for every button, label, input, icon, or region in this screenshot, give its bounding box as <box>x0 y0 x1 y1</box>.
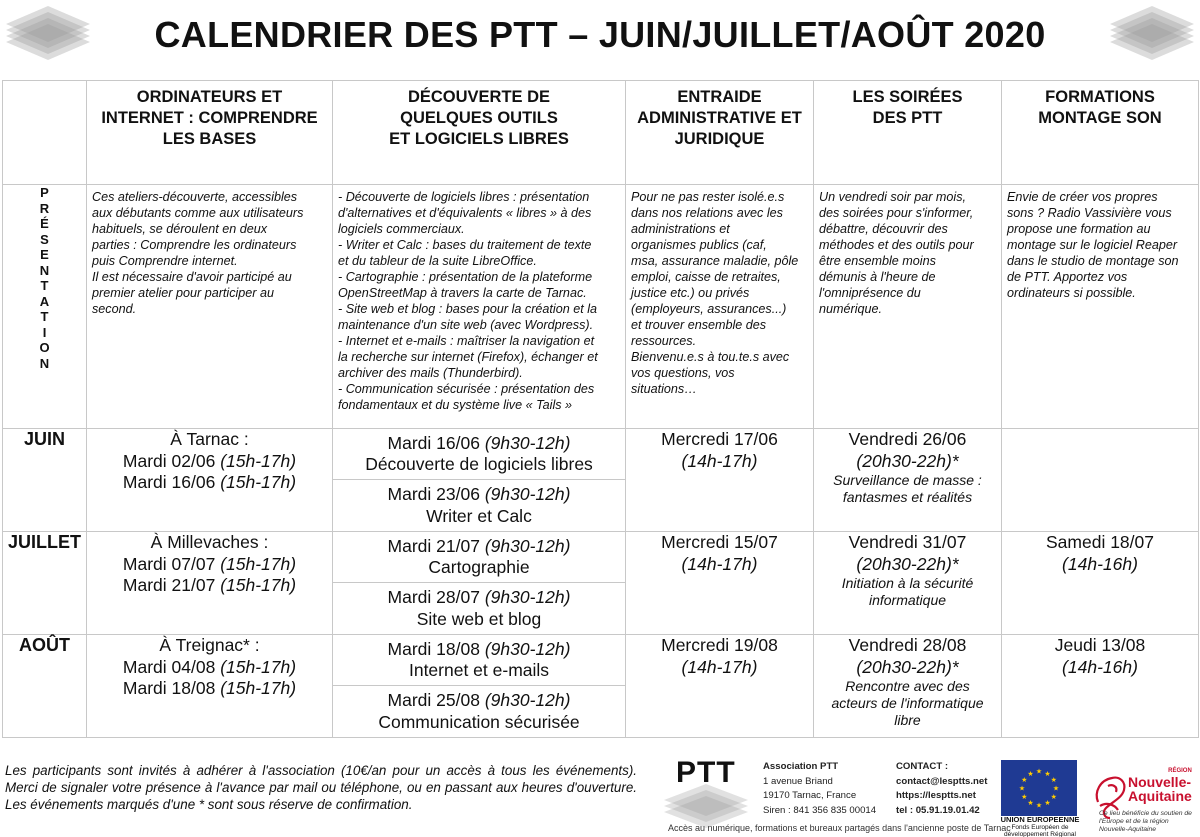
column-header <box>1002 81 1199 185</box>
column-header-line: FORMATIONS <box>1045 88 1155 106</box>
region-prefix: RÉGION <box>1168 768 1192 774</box>
description-line: - Writer et Calc : bases du traitement de texte <box>338 238 592 252</box>
eu-star-icon: ★ <box>1052 785 1060 793</box>
session-topic: Communication sécurisée <box>378 711 580 732</box>
description-line: - Internet et e-mails : maîtriser la navigation et <box>338 334 595 348</box>
region-caption: Ce lieu bénéficie du soutien de l'Europe et de la région Nouvelle-Aquitaine <box>1099 810 1192 833</box>
session-subcell <box>333 532 625 583</box>
session-subcell <box>333 635 625 686</box>
session-topic: Découverte de logiciels libres <box>365 454 593 474</box>
column-header <box>333 81 626 185</box>
session-cell-logiciels <box>333 635 626 738</box>
presentation-letter: T <box>40 278 49 293</box>
description-line: méthodes et des outils pour <box>819 238 974 252</box>
session-time: (20h30-22h)* <box>856 450 959 471</box>
session-place: À Treignac* : <box>159 635 260 655</box>
month-row-aout <box>3 635 1199 738</box>
eu-star-icon: ★ <box>1027 800 1034 808</box>
presentation-letter: É <box>40 216 49 231</box>
description-line: parties : Comprendre les ordinateurs <box>92 238 297 252</box>
session-time: (9h30-12h) <box>484 432 571 453</box>
session-date-line <box>388 484 571 506</box>
session-time: (15h-17h) <box>220 656 297 677</box>
session-date: Mardi 21/07 <box>387 535 485 556</box>
month-row-juin <box>3 429 1199 532</box>
description-line: aux débutants comme aux utilisateurs <box>92 206 304 220</box>
session-subcell <box>333 480 625 531</box>
session-subcell <box>333 429 625 480</box>
description-line: ressources. <box>631 334 697 348</box>
association-siren: Siren : 841 356 835 00014 <box>763 804 877 816</box>
description-line: premier atelier pour participer au <box>92 286 274 300</box>
month-label: JUIN <box>3 429 87 532</box>
session-date: Jeudi 13/08 <box>1054 635 1146 655</box>
eu-name: UNION EUROPEENNE <box>1000 815 1080 824</box>
column-header <box>87 81 333 185</box>
session-topic: acteurs de l'informatique <box>831 695 984 711</box>
session-date-line <box>87 472 332 494</box>
session-topic: informatique <box>868 592 947 608</box>
description-line: puis Comprendre internet. <box>92 254 238 268</box>
column-header <box>626 81 814 185</box>
description-line: la recherche sur internet (Firefox), échanger et <box>338 350 598 364</box>
session-time: (20h30-22h)* <box>856 553 959 574</box>
session-date: Mardi 16/06 <box>387 432 485 453</box>
association-name: Association PTT <box>763 761 839 772</box>
description-line: organismes publics (caf, <box>631 238 767 252</box>
session-date: Mardi 28/07 <box>387 587 485 607</box>
description-line: dans nos relations avec les <box>631 206 783 220</box>
header-row <box>3 81 1199 185</box>
session-time: (9h30-12h) <box>484 587 571 607</box>
eu-star-icon: ★ <box>1044 770 1051 778</box>
corner-cell <box>3 81 87 185</box>
description-line: montage sur le logiciel Reaper <box>1007 238 1178 252</box>
description-line: Il est nécessaire d'avoir participé au <box>92 270 292 284</box>
eu-star-icon: ★ <box>1035 768 1043 776</box>
description-line: logiciels commerciaux. <box>338 222 465 236</box>
eu-star-icon: ★ <box>1050 777 1057 784</box>
page-title: CALENDRIER DES PTT – JUIN/JUILLET/AOÛT 2020 <box>154 14 1046 55</box>
session-topic: Surveillance de masse : <box>833 472 982 488</box>
session-topic: Writer et Calc <box>426 505 532 526</box>
session-cell-montage <box>1002 635 1199 738</box>
session-topic: Site web et blog <box>416 608 542 629</box>
presentation-letter: I <box>42 324 47 340</box>
description-line: l'omniprésence du <box>819 286 921 300</box>
session-time: (14h-17h) <box>681 450 758 471</box>
session-time: (15h-17h) <box>220 575 297 595</box>
eu-star-icon: ★ <box>1021 794 1028 801</box>
column-header-line: QUELQUES OUTILS <box>400 109 558 127</box>
session-time: (15h-17h) <box>220 678 297 698</box>
description-line: dans le studio de montage son <box>1007 254 1179 268</box>
session-date-line <box>388 639 571 661</box>
association-block <box>763 760 876 818</box>
description-line: sons ? Radio Vassivière vous <box>1007 206 1172 220</box>
ptt-logo-text: PTT <box>676 756 736 789</box>
description-line: - Communication sécurisée : présentation des <box>338 382 595 396</box>
association-address-line: 1 avenue Briand <box>763 775 833 787</box>
session-cell-bases <box>87 635 333 738</box>
column-header-line: LES SOIRÉES <box>852 88 963 106</box>
column-header-line: DÉCOUVERTE DE <box>407 88 551 106</box>
session-date: Samedi 18/07 <box>1046 532 1154 552</box>
session-date-line <box>388 433 571 455</box>
session-topic: libre <box>894 712 921 728</box>
column-header-line: LES BASES <box>162 130 257 148</box>
description-line: Pour ne pas rester isolé.e.s <box>631 190 785 204</box>
description-line: Ces ateliers-découverte, accessibles <box>92 190 298 204</box>
session-date: Mardi 18/08 <box>387 638 485 659</box>
column-header-line: INTERNET : COMPRENDRE <box>101 109 318 127</box>
description-line: d'alternatives et d'équivalents « libres » à des <box>338 206 592 220</box>
session-cell-bases <box>87 532 333 635</box>
session-topic: Cartographie <box>428 557 530 577</box>
description-line: situations… <box>631 382 697 396</box>
description-line: propose une formation au <box>1007 222 1151 236</box>
session-time: (15h-17h) <box>220 553 297 574</box>
description-line: de PTT. Apportez vos <box>1007 270 1128 284</box>
session-time: (14h-16h) <box>1062 656 1138 677</box>
session-cell-entraide <box>626 429 814 532</box>
column-header-line: ADMINISTRATIVE ET <box>637 109 802 127</box>
session-cell-entraide <box>626 532 814 635</box>
session-date: Mardi 16/06 <box>122 472 221 492</box>
session-date-line <box>87 575 332 597</box>
session-date: Mardi 25/08 <box>387 690 485 710</box>
session-cell-montage <box>1002 429 1199 532</box>
description-line: vos questions, vos <box>631 366 735 380</box>
session-date: Mercredi 19/08 <box>661 635 778 655</box>
session-date-line <box>87 678 332 700</box>
description-line: Bienvenu.e.s à tou.te.s avec <box>631 350 790 364</box>
session-topic: Rencontre avec des <box>845 678 970 694</box>
description-line: ordinateurs si possible. <box>1007 286 1136 300</box>
contact-phone: tel : 05.91.19.01.42 <box>896 804 980 816</box>
session-cell-entraide <box>626 635 814 738</box>
calendar-table <box>2 80 1199 738</box>
description-line: emploi, caisse de retraites, <box>631 270 781 284</box>
tagline: Accès au numérique, formations et bureaux partagés dans l'ancienne poste de Tarnac <box>668 823 1011 833</box>
session-date: Vendredi 31/07 <box>848 532 967 552</box>
session-date: Mardi 04/08 <box>122 656 221 677</box>
description-line: être ensemble moins <box>819 254 936 268</box>
description-line: (employeurs, assurances...) <box>631 302 787 316</box>
eu-star-icon: ★ <box>1035 802 1043 810</box>
description-line: fondamentaux et du système live « Tails » <box>338 398 573 412</box>
column-header-line: DES PTT <box>872 109 943 127</box>
session-date: Mardi 02/06 <box>122 450 221 471</box>
session-date: Vendredi 28/08 <box>848 635 967 655</box>
session-date-line <box>87 451 332 473</box>
presentation-label <box>3 185 87 429</box>
month-label: AOÛT <box>3 635 87 738</box>
session-cell-soirees <box>814 635 1002 738</box>
description-line: second. <box>92 302 137 316</box>
session-time: (15h-17h) <box>220 450 297 471</box>
description-line: et trouver ensemble des <box>631 318 767 332</box>
session-date: Mercredi 17/06 <box>661 429 778 449</box>
eu-fund: Fonds Européen de développement Régional <box>1004 823 1076 837</box>
contact-label: CONTACT : <box>896 761 949 772</box>
session-date: Mardi 07/07 <box>122 553 221 574</box>
column-header <box>814 81 1002 185</box>
eu-star-icon: ★ <box>1021 777 1028 784</box>
month-label: JUILLET <box>3 532 87 635</box>
session-time: (15h-17h) <box>220 472 297 492</box>
association-address-line: 19170 Tarnac, France <box>763 790 857 801</box>
eu-star-icon: ★ <box>1044 800 1051 808</box>
session-time: (9h30-12h) <box>484 638 571 659</box>
description-line: archiver des mails (Thunderbird). <box>338 366 523 380</box>
presentation-cell <box>333 185 626 429</box>
presentation-letter: P <box>40 185 49 200</box>
session-cell-soirees <box>814 429 1002 532</box>
session-cell-bases <box>87 429 333 532</box>
description-line: habituels, se déroulent en deux <box>92 222 268 236</box>
session-place: À Tarnac : <box>170 429 249 449</box>
session-time: (9h30-12h) <box>484 484 571 504</box>
session-date-line <box>388 587 571 609</box>
description-line: et du tableur de la suite LibreOffice. <box>338 254 537 268</box>
session-topic: Initiation à la sécurité <box>841 575 974 591</box>
month-row-juillet <box>3 532 1199 635</box>
session-date: Mardi 21/07 <box>122 575 221 595</box>
presentation-letter: S <box>40 231 49 247</box>
session-date: Vendredi 26/06 <box>848 429 967 449</box>
session-cell-montage <box>1002 532 1199 635</box>
description-line: des soirées pour s'informer, <box>819 206 974 220</box>
column-header-line: ET LOGICIELS LIBRES <box>389 130 569 148</box>
column-header-line: JURIDIQUE <box>674 130 765 148</box>
session-date: Mardi 23/06 <box>387 484 485 504</box>
column-header-line: ORDINATEURS ET <box>136 88 283 106</box>
description-line: Envie de créer vos propres <box>1007 190 1158 204</box>
session-date: Mardi 18/08 <box>122 678 221 698</box>
presentation-row <box>3 185 1199 429</box>
description-line: démunis à l'heure de <box>819 270 936 284</box>
presentation-letter: N <box>39 355 50 371</box>
contact-email[interactable]: contact@lesptts.net <box>896 775 988 787</box>
eu-star-icon: ★ <box>1050 794 1057 801</box>
presentation-letter: E <box>40 247 49 262</box>
eu-flag-icon <box>1001 760 1077 816</box>
description-line: - Découverte de logiciels libres : présentation <box>338 190 590 204</box>
session-cell-logiciels <box>333 429 626 532</box>
session-date-line <box>388 536 571 558</box>
presentation-letter: A <box>39 293 50 309</box>
presentation-letter: T <box>40 309 49 324</box>
session-date: Mercredi 15/07 <box>661 532 778 552</box>
footer-note: Les participants sont invités à adhérer à l'association (10€/an pour un accès à tous les événements). Merci de signaler votre présence à l'avance par mail ou téléphone, ou en passant aux heures d'ouverture. Les événements marqués d'une * sont sous réserve de confirmation. <box>5 763 637 812</box>
session-cell-logiciels <box>333 532 626 635</box>
presentation-cell <box>87 185 333 429</box>
presentation-letter: O <box>39 340 50 355</box>
description-line: administrations et <box>631 222 730 236</box>
column-header-line: ENTRAIDE <box>677 88 762 106</box>
session-time: (9h30-12h) <box>484 535 571 556</box>
description-line: numérique. <box>819 302 883 316</box>
session-subcell <box>333 583 625 634</box>
session-time: (14h-16h) <box>1062 553 1138 574</box>
contact-website[interactable]: https://lesptts.net <box>896 790 976 801</box>
description-line: - Site web et blog : bases pour la création et la <box>338 302 598 316</box>
session-date-line <box>87 657 332 679</box>
session-topic: fantasmes et réalités <box>842 489 973 505</box>
eu-caption <box>997 816 1083 837</box>
session-date-line <box>388 690 571 712</box>
description-line: maintenance d'un site web (avec Wordpress). <box>338 318 594 332</box>
presentation-letter: R <box>39 200 50 216</box>
presentation-cell <box>814 185 1002 429</box>
region-name-2: Aquitaine <box>1128 788 1192 804</box>
session-place: À Millevaches : <box>150 532 269 552</box>
presentation-cell <box>626 185 814 429</box>
presentation-letter: N <box>39 262 50 278</box>
description-line: justice etc.) ou privés <box>631 286 750 300</box>
session-time: (9h30-12h) <box>484 690 571 710</box>
contact-block <box>896 760 987 818</box>
session-topic: Internet et e-mails <box>408 660 550 680</box>
session-time: (14h-17h) <box>681 656 758 677</box>
region-name <box>1128 768 1192 803</box>
description-line: OpenStreetMap à travers la carte de Tarnac. <box>338 286 587 300</box>
session-time: (20h30-22h)* <box>856 656 959 677</box>
session-subcell <box>333 686 625 737</box>
eu-star-icon: ★ <box>1018 785 1026 793</box>
region-name-1: Nouvelle- <box>1128 774 1192 790</box>
description-line: msa, assurance maladie, pôle <box>631 254 799 268</box>
description-line: Un vendredi soir par mois, <box>819 190 966 204</box>
session-date-line <box>87 554 332 576</box>
session-cell-soirees <box>814 532 1002 635</box>
column-header-line: MONTAGE SON <box>1038 109 1162 127</box>
description-line: - Cartographie : présentation de la plateforme <box>338 270 593 284</box>
eu-star-icon: ★ <box>1027 770 1034 778</box>
presentation-cell <box>1002 185 1199 429</box>
description-line: débattre, découvrir des <box>819 222 948 236</box>
session-time: (14h-17h) <box>681 553 758 574</box>
